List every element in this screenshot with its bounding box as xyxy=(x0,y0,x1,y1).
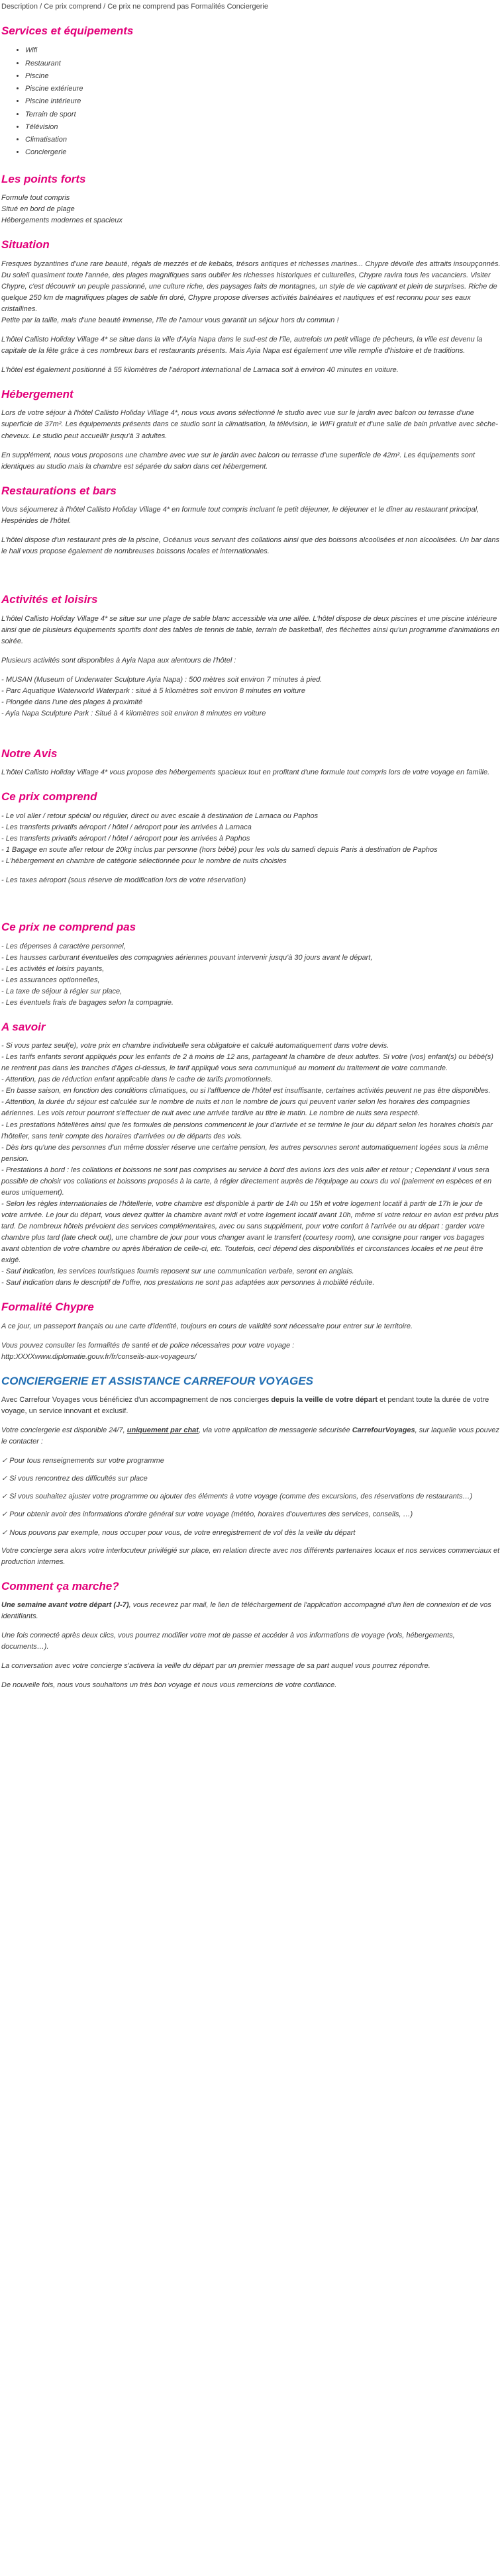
situation-paragraph: L'hôtel est également positionné à 55 kilomètres de l'aéroport international de Larnaca soit à environ 40 minutes en voiture. xyxy=(1,365,399,374)
comment-paragraph-text: , vous recevrez par mail, le lien de téléchargement de l'application accompagné d'un lien de connexion et de vos identifiants. xyxy=(1,1601,491,1621)
activite-item: - Plongée dans l'une des plages à proximité xyxy=(1,698,143,706)
formalite-paragraph: Vous pouvez consulter les formalités de santé et de police nécessaires pour votre voyage : xyxy=(1,1341,295,1350)
service-item: • Piscine xyxy=(25,70,501,83)
activites-title: Activités et loisirs xyxy=(1,593,98,606)
breadcrumb-ce-prix-comprend[interactable]: Ce prix comprend xyxy=(44,3,102,11)
conciergerie-availability-underline: uniquement par chat xyxy=(126,1426,199,1435)
activite-item: - Parc Aquatique Waterworld Waterpark : situé à 5 kilomètres soit environ 8 minutes en voiture xyxy=(1,686,305,695)
activites-list xyxy=(1,674,501,719)
situation-paragraph: Fresques byzantines d'une rare beauté, régals de mezzés et de kebabs, trésors antiques et richesses marines... Chypre dévoile des attraits insoupçonnés. Du soleil quasiment toute l'année, des plages magnifiques sans oublier les richesses historiques et culturelles, Chypre ravira tous les vacanciers. Visiter Chypre, c'est découvrir un peuple passionné, une culture riche, des paysages faits de montagnes, un style de vie captivant et plein de surprises. Riche de quelque 250 km de magnifiques plages de sable fin doré, Chypre propose diverses activités balnéaires et nautiques et est reconnu pour ses eaux cristallines. xyxy=(1,259,501,313)
point-fort-item: Hébergements modernes et spacieux xyxy=(1,216,123,225)
a-savoir-item: - Dès lors qu'une des personnes d'un même dossier réserve une certaine pension, les autres personnes seront automatiquement logées sous la même pension. xyxy=(1,1143,489,1163)
comment-paragraph: La conversation avec votre concierge s'activera la veille du départ par un premier message de sa part auquel vous pourrez répondre. xyxy=(1,1662,430,1671)
prix-comprend-item: - 1 Bagage en soute aller retour de 20kg inclus par personne (hors bébé) pour les vols du samedi depuis Paris à destination de Paphos xyxy=(1,845,438,854)
breadcrumb-separator: / xyxy=(103,3,106,11)
conciergerie-intro-bold: depuis la veille de votre départ xyxy=(271,1396,378,1404)
breadcrumb-description[interactable]: Description xyxy=(1,3,38,11)
situation-title: Situation xyxy=(1,238,50,252)
prix-comprend-title: Ce prix comprend xyxy=(1,790,97,804)
prix-ne-comprend-item: - Les assurances optionnelles, xyxy=(1,976,100,984)
a-savoir-item: - Attention, la durée du séjour est calculée sur le nombre de nuits et non le nombre de jours qui peuvent varier selon les horaires des compagnies aériennes. Les vols retour pourront s'effectuer de nuit avec une arrivée tardive au titre le matin. Le nombre de nuits sera respecté. xyxy=(1,1098,470,1118)
a-savoir-item: - Les prestations hôtelières ainsi que les formules de pensions commencent le jour d'arrivée et se termine le jour du départ selon les horaires choisis par l'hôtelier, sans tenir compte des horaires d'arrivées ou de départs des vols. xyxy=(1,1121,493,1140)
service-item: • Télévision xyxy=(25,121,501,134)
point-fort-item: Situé en bord de plage xyxy=(1,205,75,214)
service-item: • Restaurant xyxy=(25,58,501,70)
prix-comprend-list xyxy=(1,811,501,867)
breadcrumb-ce-prix-ne-comprend-pas[interactable]: Ce prix ne comprend pas xyxy=(107,3,189,11)
a-savoir-item: - Sauf indication dans le descriptif de l'offre, nos prestations ne sont pas adaptées aux personnes à mobilité réduite. xyxy=(1,1279,375,1287)
a-savoir-list xyxy=(1,1040,501,1289)
comment-paragraph-bold: Une semaine avant votre départ (J-7) xyxy=(1,1601,129,1610)
breadcrumb xyxy=(1,1,501,13)
formalite-link[interactable]: http:XXXXwww.diplomatie.gouv.fr/fr/conseils-aux-voyageurs/ xyxy=(1,1352,197,1361)
prix-ne-comprend-item: - Les éventuels frais de bagages selon la compagnie. xyxy=(1,998,174,1007)
a-savoir-item: - Attention, pas de réduction enfant applicable dans le cadre de tarifs promotionnels. xyxy=(1,1076,273,1084)
conciergerie-paragraph: Votre concierge sera alors votre interlocuteur privilégié sur place, en relation directe avec nos différents partenaires locaux et nos services commerciaux et production internes. xyxy=(1,1546,500,1566)
comment-paragraph xyxy=(1,1600,501,1622)
restauration-title: Restaurations et bars xyxy=(1,484,117,497)
activite-item: - Ayia Napa Sculpture Park : Situé à 4 kilomètres soit environ 8 minutes en voiture xyxy=(1,709,266,717)
comment-paragraph: De nouvelle fois, nous vous souhaitons un très bon voyage et nous vous remercions de votre confiance. xyxy=(1,1681,337,1690)
a-savoir-item: - Sauf indication, les services touristiques fournis reposent sur une communication verbale, seront en anglais. xyxy=(1,1267,354,1276)
conciergerie-intro-text: Avec Carrefour Voyages vous bénéficiez d'un accompagnement de nos concierges xyxy=(1,1396,272,1404)
activites-paragraph: L'hôtel Callisto Holiday Village 4* se situe sur une plage de sable blanc accessible via une allée. L'hôtel dispose de deux piscines et une piscine intérieure ainsi que de plusieurs équipements sportifs dont des tables de tennis de table, terrain de basketball, des fléchettes ainsi qu'un programme d'animations en soirée. xyxy=(1,614,500,645)
conciergerie-check-item: ✓ Nous pouvons par exemple, nous occuper pour vous, de votre enregistrement de vol dès la veille du départ xyxy=(1,1528,356,1537)
services-title: Services et équipements xyxy=(1,24,134,38)
formalite-paragraph: A ce jour, un passeport français ou une carte d'identité, toujours en cours de validité sont nécessaire pour entrer sur le territoire. xyxy=(1,1322,413,1330)
situation-paragraph: L'hôtel Callisto Holiday Village 4* se situe dans la ville d'Ayia Napa dans le sud-est de l'île, autrefois un petit village de pêcheurs, la ville est devenu la capitale de la fête grâce à ces nombreux bars et restaurants présents. Mais Ayia Napa est également une ville remplie d'histoire et de traditions. xyxy=(1,335,483,355)
conciergerie-check-item: ✓ Pour obtenir avoir des informations d'ordre général sur votre voyage (météo, horaires d'ouvertures des services, conseils, …) xyxy=(1,1510,413,1519)
prix-comprend-item: - Les transferts privatifs aéroport / hôtel / aéroport pour les arrivées à Larnaca xyxy=(1,823,252,831)
conciergerie-intro xyxy=(1,1395,501,1417)
hebergement-title: Hébergement xyxy=(1,388,74,401)
services-list xyxy=(1,44,501,159)
prix-ne-comprend-list xyxy=(1,941,501,1009)
formalite-title: Formalité Chypre xyxy=(1,1301,94,1314)
prix-ne-comprend-item: - Les hausses carburant éventuelles des compagnies aériennes pouvant intervenir jusqu'à 30 jours avant le départ, xyxy=(1,953,373,962)
breadcrumb-conciergerie[interactable]: Conciergerie xyxy=(226,3,268,11)
prix-ne-comprend-title: Ce prix ne comprend pas xyxy=(1,921,136,934)
conciergerie-intro-text: et pendant toute la durée de votre voyage, un service innovant et exclusif. xyxy=(1,1396,489,1416)
service-item: • Piscine extérieure xyxy=(25,83,501,95)
service-item: • Climatisation xyxy=(25,134,501,146)
restauration-paragraph: Vous séjournerez à l'hôtel Callisto Holiday Village 4* en formule tout compris incluant le petit déjeuner, le déjeuner et le dîner au restaurant principal, Hespérides de l'hôtel. xyxy=(1,506,479,526)
comment-paragraph: Une fois connecté après deux clics, vous pourrez modifier votre mot de passe et accéder à vos informations de voyage (vols, hébergements, documents…). xyxy=(1,1632,455,1651)
conciergerie-availability xyxy=(1,1425,501,1448)
activites-paragraph: Plusieurs activités sont disponibles à Ayia Napa aux alentours de l'hôtel : xyxy=(1,656,236,665)
prix-comprend-item: - L'hébergement en chambre de catégorie sélectionnée pour le nombre de nuits choisies xyxy=(1,857,287,866)
conciergerie-check-item: ✓ Si vous souhaitez ajuster votre programme ou ajouter des éléments à votre voyage (comme des excursions, des réservations de restaurants…) xyxy=(1,1493,473,1501)
conciergerie-title: CONCIERGERIE ET ASSISTANCE CARREFOUR VOYAGES xyxy=(1,1374,314,1387)
conciergerie-availability-text: Votre conciergerie est disponible 24/7, xyxy=(1,1426,127,1435)
points-forts-title: Les points forts xyxy=(1,172,86,185)
breadcrumb-separator: / xyxy=(40,3,42,11)
a-savoir-item: - Selon les règles internationales de l'hôtellerie, votre chambre est disponible à partir de 14h ou 15h et votre logement locatif à partir de 17h le jour de votre arrivée. Le jour du départ, vous devez quitter la chambre avant midi et votre logement locatif avant 10h, même si votre retour en avion est prévu plus tard. De nombreux hôtels prévoient des services complémentaires, avec ou sans supplément, pour votre confort à l'arrivée ou au départ : garder votre chambre plus tard (late check out), une chambre de jour pour vous changer avant le transfert (courtesy room), une consigne pour ranger vos bagages avant obtention de votre chambre ou après libération de celle-ci, etc. Toutefois, ceci dépend des disponibilités et circonstances locales et ne peut être exigé. xyxy=(1,1199,499,1265)
breadcrumb-formalites[interactable]: Formalités xyxy=(191,3,225,11)
activite-item: - MUSAN (Museum of Underwater Sculpture Ayia Napa) : 500 mètres soit environ 7 minutes à pied. xyxy=(1,675,323,684)
a-savoir-title: A savoir xyxy=(1,1020,46,1033)
a-savoir-item: - En basse saison, en fonction des conditions climatiques, ou si l'affluence de l'hôtel est insuffisante, certaines activités peuvent ne pas être disponibles. xyxy=(1,1087,491,1095)
point-fort-item: Formule tout compris xyxy=(1,194,70,203)
prix-ne-comprend-item: - Les dépenses à caractère personnel, xyxy=(1,942,126,950)
conciergerie-availability-text: , via votre application de messagerie sécurisée xyxy=(198,1426,352,1435)
conciergerie-check-item: ✓ Si vous rencontrez des difficultés sur place xyxy=(1,1475,148,1483)
prix-comprend-taxes: - Les taxes aéroport (sous réserve de modification lors de votre réservation) xyxy=(1,876,246,885)
service-item: • Conciergerie xyxy=(25,146,501,159)
prix-comprend-item: - Les transferts privatifs aéroport / hôtel / aéroport pour les arrivées à Paphos xyxy=(1,834,250,843)
avis-title: Notre Avis xyxy=(1,747,58,760)
service-item: • Terrain de sport xyxy=(25,109,501,121)
a-savoir-item: - Prestations à bord : les collations et boissons ne sont pas comprises au service à bord des avions lors des vols aller et retour ; Cependant il vous sera possible de choisir vos collations et boissons proposés à la carte, à régler directement auprès de l'équipage au cours du vol (paiement en espèces et en euros uniquement). xyxy=(1,1166,492,1197)
service-item: • Piscine intérieure xyxy=(25,95,501,108)
service-item: • Wifi xyxy=(25,44,501,57)
comment-title: Comment ça marche? xyxy=(1,1579,119,1592)
situation-paragraph: Petite par la taille, mais d'une beauté immense, l'île de l'amour vous garantit un séjour hors du commun ! xyxy=(1,316,339,324)
prix-comprend-item: - Le vol aller / retour spécial ou régulier, direct ou avec escale à destination de Larnaca ou Paphos xyxy=(1,811,319,820)
conciergerie-check-item: ✓ Pour tous renseignements sur votre programme xyxy=(1,1457,164,1465)
restauration-paragraph: L'hôtel dispose d'un restaurant près de la piscine, Océanus vous servant des collations ainsi que des boissons alcoolisées et non alcoolisées. Un bar dans le hall vous propose également de nombreuses boissons locales et internationales. xyxy=(1,536,500,556)
points-forts-list xyxy=(1,193,501,226)
a-savoir-item: - Si vous partez seul(e), votre prix en chambre individuelle sera obligatoire et calculé automatiquement dans votre devis. xyxy=(1,1042,389,1050)
conciergerie-availability-text: , sur laquelle vous pouvez le contacter : xyxy=(1,1426,499,1446)
conciergerie-app-name: CarrefourVoyages xyxy=(352,1426,415,1435)
a-savoir-item: - Les tarifs enfants seront appliqués pour les enfants de 2 à moins de 12 ans, partageant la chambre de deux adultes. Si votre (vos) enfant(s) ou bébé(s) ne rentrent pas dans les tranches d'âges ci-dessus, le tarif appliqué vous sera communiqué au moment du traitement de votre commande. xyxy=(1,1053,493,1073)
hebergement-paragraph: Lors de votre séjour à l'hôtel Callisto Holiday Village 4*, nous vous avons sélectionné le studio avec vue sur le jardin avec balcon ou terrasse d'une superficie de 37m². Les équipements présents dans ce studio sont la climatisation, la télévision, le WIFI gratuit et d'une salle de bain privative avec sèche-cheveux. Le studio peut accueillir jusqu'à 3 adultes. xyxy=(1,409,498,440)
prix-ne-comprend-item: - La taxe de séjour à régler sur place, xyxy=(1,987,123,995)
prix-ne-comprend-item: - Les activités et loisirs payants, xyxy=(1,964,105,973)
hebergement-paragraph: En supplément, nous vous proposons une chambre avec vue sur le jardin avec balcon ou terrasse d'une superficie de 42m². Les équipements sont identiques au studio mais la chambre est séparée du salon dans cet hébergement. xyxy=(1,451,476,471)
avis-paragraph: L'hôtel Callisto Holiday Village 4* vous propose des hébergements spacieux tout en profitant d'une formule tout compris lors de votre voyage en famille. xyxy=(1,768,490,777)
